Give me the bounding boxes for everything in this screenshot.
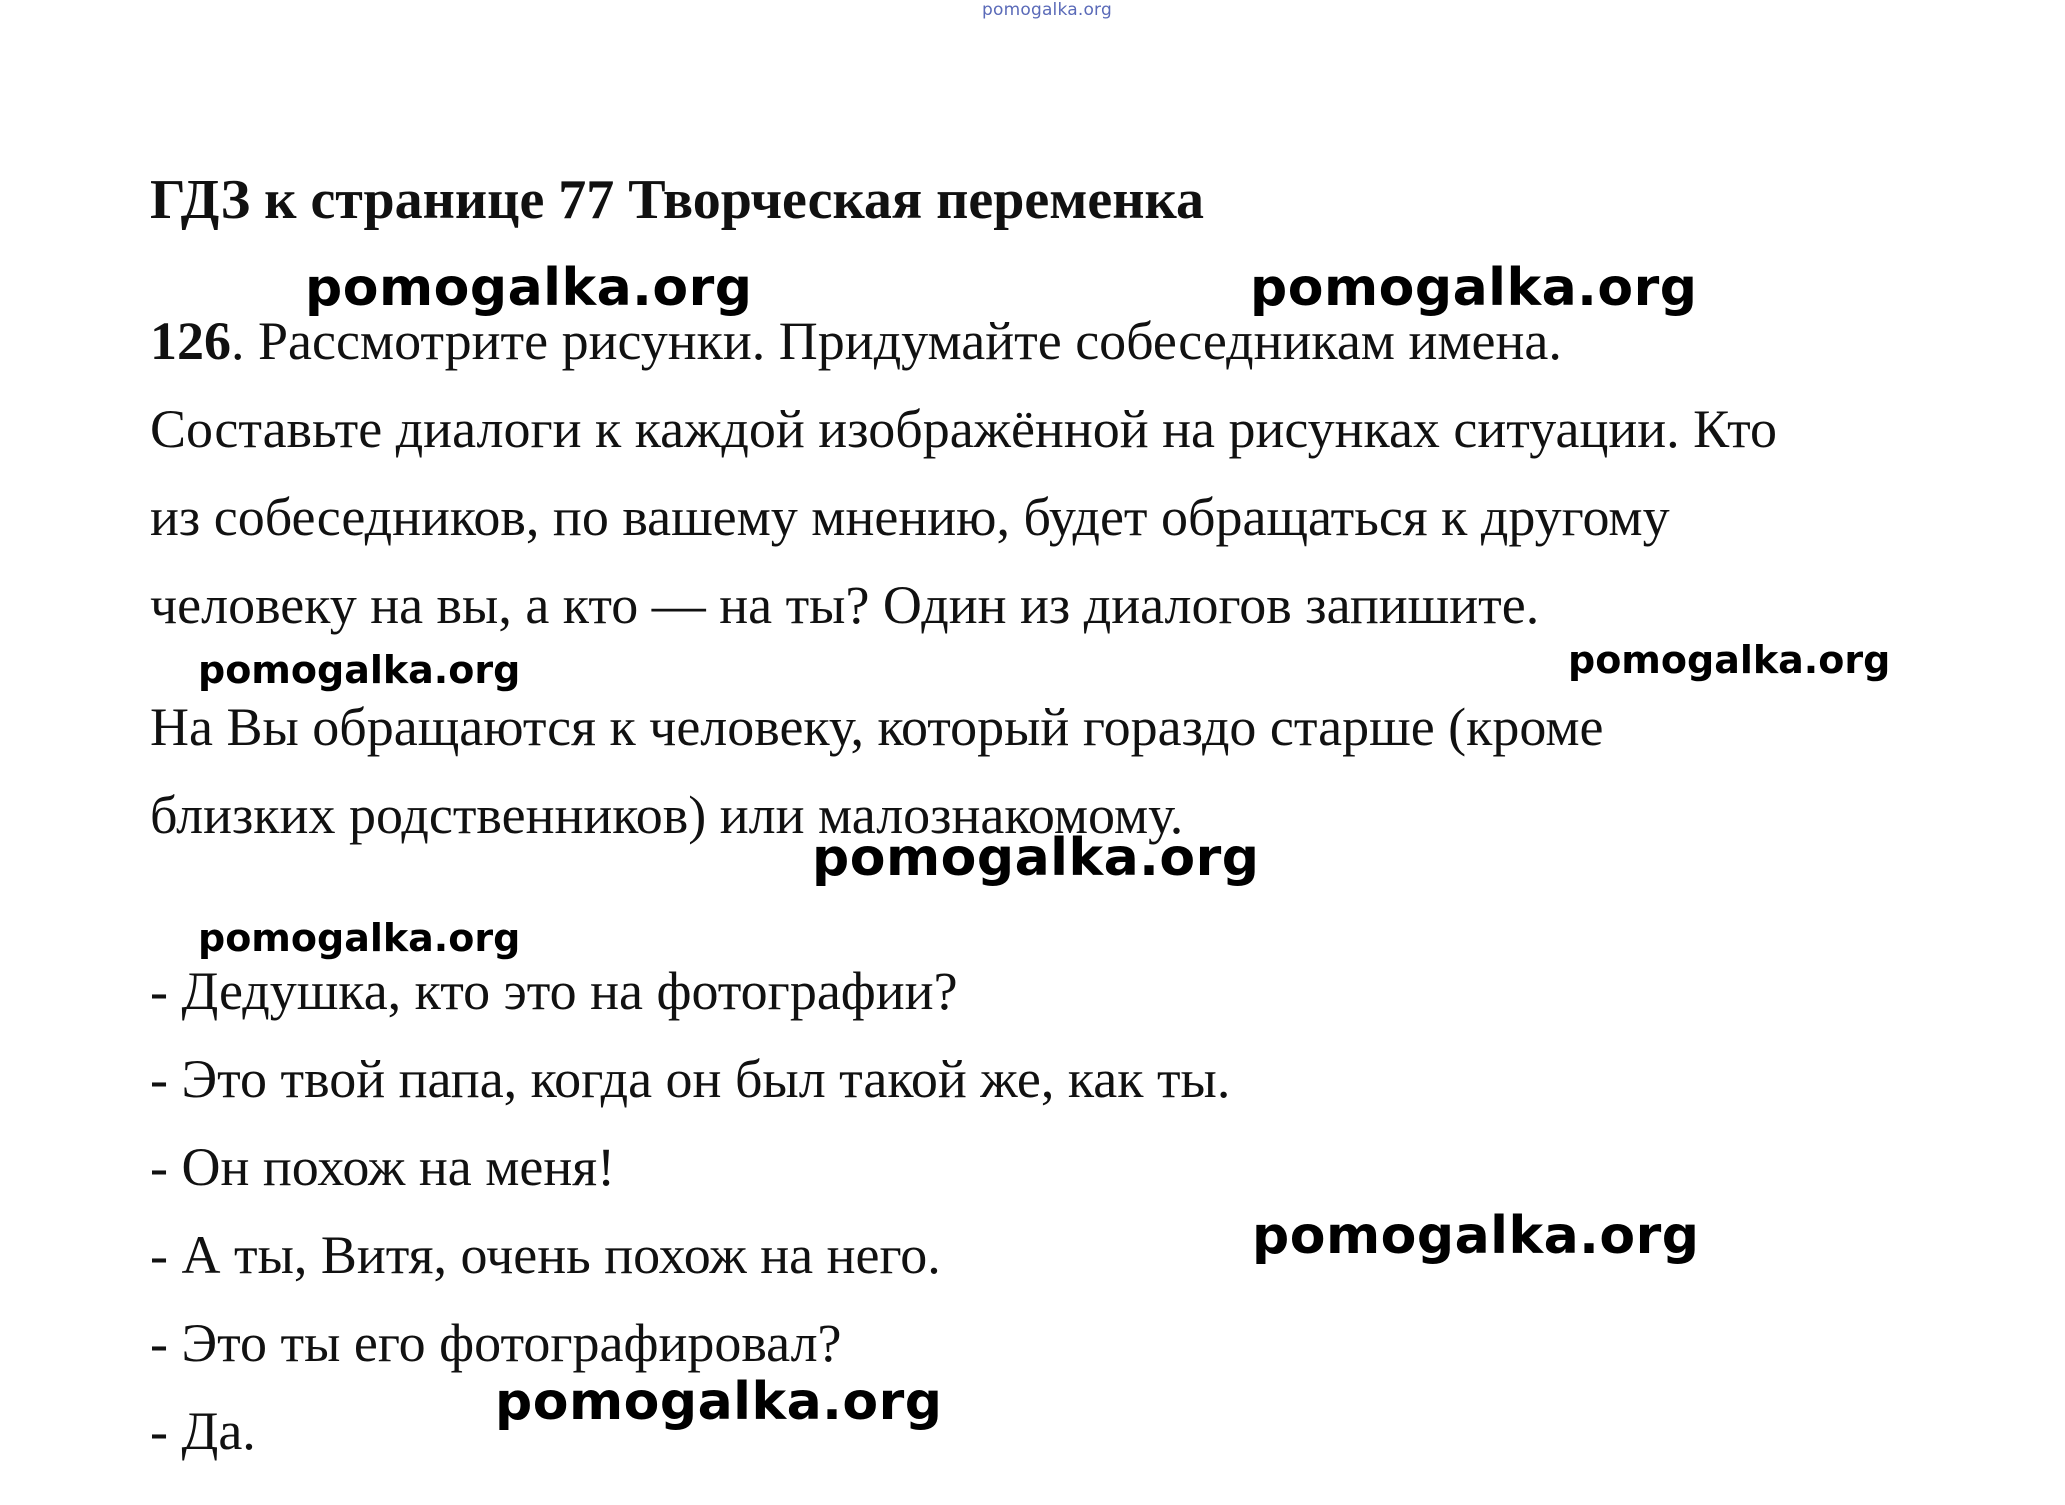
dialogue-line-2: - Это твой папа, когда он был такой же, как ты. xyxy=(150,1049,1231,1109)
task-number: 126 xyxy=(150,311,231,371)
task-line-3: из собеседников, по вашему мнению, будет обращаться к другому xyxy=(150,487,1670,547)
dialogue-line-1: - Дедушка, кто это на фотографии? xyxy=(150,961,958,1021)
watermark: pomogalka.org xyxy=(812,828,1260,888)
task-line-4: человеку на вы, а кто — на ты? Один из диалогов запишите. xyxy=(150,575,1540,635)
answer-line-1: На Вы обращаются к человеку, который гораздо старше (кроме xyxy=(150,697,1604,757)
dialogue-line-6: - Да. xyxy=(150,1401,256,1461)
watermark: pomogalka.org xyxy=(198,916,521,960)
task-text-1: . Рассмотрите рисунки. Придумайте собеседникам имена. xyxy=(231,311,1562,371)
task-line-2: Составьте диалоги к каждой изображённой на рисунках ситуации. Кто xyxy=(150,399,1777,459)
watermark: pomogalka.org xyxy=(1252,1206,1700,1266)
watermark: pomogalka.org xyxy=(305,258,753,318)
watermark: pomogalka.org xyxy=(1250,258,1698,318)
task-line-1 xyxy=(150,310,1562,372)
dialogue-line-5: - Это ты его фотографировал? xyxy=(150,1313,842,1373)
page-heading: ГДЗ к странице 77 Творческая переменка xyxy=(150,169,1204,231)
answer-line-2: близких родственников) или малознакомому. xyxy=(150,785,1184,845)
site-mark: pomogalka.org xyxy=(982,0,1112,20)
dialogue-line-4: - А ты, Витя, очень похож на него. xyxy=(150,1225,941,1285)
watermark: pomogalka.org xyxy=(198,648,521,692)
dialogue-line-3: - Он похож на меня! xyxy=(150,1137,616,1197)
watermark: pomogalka.org xyxy=(495,1372,943,1432)
watermark: pomogalka.org xyxy=(1568,638,1891,682)
